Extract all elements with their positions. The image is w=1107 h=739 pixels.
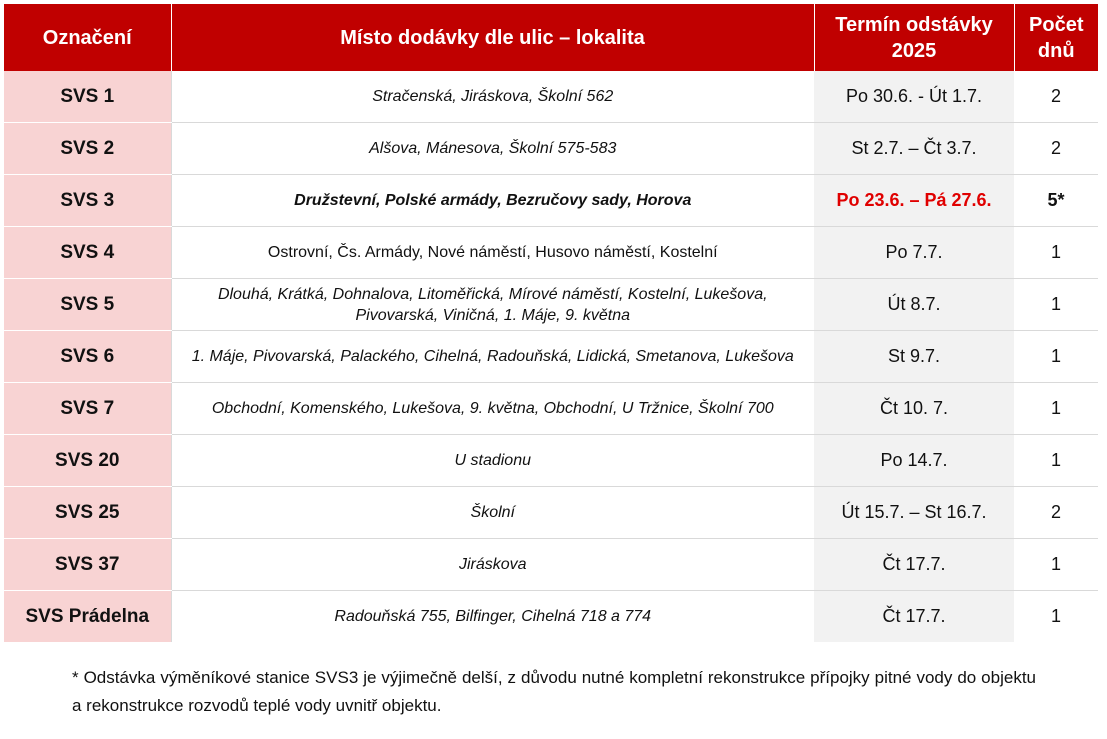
table-row (4, 71, 1098, 123)
delivery-location: Alšova, Mánesova, Školní 575-583 (171, 123, 814, 175)
outage-schedule-table (4, 4, 1098, 642)
day-count: 1 (1050, 606, 1061, 626)
delivery-location: Jiráskova (171, 539, 814, 591)
outage-term: Po 23.6. – Pá 27.6. (814, 175, 1014, 227)
delivery-location: 1. Máje, Pivovarská, Palackého, Cihelná, Radouňská, Lidická, Smetanova, Lukešova (171, 331, 814, 383)
header-row (4, 4, 1098, 71)
day-count: 2 (1014, 71, 1098, 123)
day-count: 1 (1014, 227, 1098, 279)
table-row (4, 123, 1098, 175)
station-code: SVS 37 (4, 539, 171, 591)
station-code: SVS 4 (4, 227, 171, 279)
station-code: SVS 20 (4, 435, 171, 487)
outage-term: Čt 17.7. (814, 591, 1014, 643)
outage-term: St 2.7. – Čt 3.7. (814, 123, 1014, 175)
delivery-location: Radouňská 755, Bilfinger, Cihelná 718 a 774 (171, 591, 814, 643)
table-row (4, 227, 1098, 279)
table-row (4, 539, 1098, 591)
delivery-location: U stadionu (171, 435, 814, 487)
outage-term: Čt 17.7. (814, 539, 1014, 591)
station-code: SVS 5 (4, 279, 171, 331)
table-row (4, 279, 1098, 331)
outage-term: Út 8.7. (814, 279, 1014, 331)
header-code: Označení (4, 4, 171, 71)
footnote: * Odstávka výměníkové stanice SVS3 je výjimečně delší, z důvodu nutné kompletní rekonstrukce přípojky pitné vody do objektu a rekonstrukce rozvodů teplé vody uvnitř objektu. (72, 668, 1036, 715)
delivery-location: Školní (171, 487, 814, 539)
table-row (4, 383, 1098, 435)
table-body (4, 71, 1098, 642)
station-code: SVS 3 (4, 175, 171, 227)
outage-term: Čt 10. 7. (814, 383, 1014, 435)
station-code: SVS 6 (4, 331, 171, 383)
header-days: Počet dnů (1014, 4, 1098, 71)
station-code: SVS 7 (4, 383, 171, 435)
delivery-location: Stračenská, Jiráskova, Školní 562 (171, 71, 814, 123)
outage-term: Po 7.7. (814, 227, 1014, 279)
day-count: 1 (1014, 383, 1098, 435)
station-code: SVS 25 (4, 487, 171, 539)
day-count: 1 (1014, 331, 1098, 383)
table-row-highlighted (4, 175, 1098, 227)
day-count: 1 (1014, 435, 1098, 487)
delivery-location: Ostrovní, Čs. Armády, Nové náměstí, Husovo náměstí, Kostelní (171, 227, 814, 279)
outage-term: Út 15.7. – St 16.7. (814, 487, 1014, 539)
header-place: Místo dodávky dle ulic – lokalita (171, 4, 814, 71)
table-row (4, 487, 1098, 539)
outage-term: Po 14.7. (814, 435, 1014, 487)
outage-term: St 9.7. (814, 331, 1014, 383)
day-count: 1 (1014, 539, 1098, 591)
table-row (4, 591, 1098, 643)
station-code: SVS 2 (4, 123, 171, 175)
outage-term: Po 30.6. - Út 1.7. (814, 71, 1014, 123)
day-count: 5* (1014, 175, 1098, 227)
delivery-location: Družstevní, Polské armády, Bezručovy sady, Horova (171, 175, 814, 227)
header-term: Termín odstávky 2025 (814, 4, 1014, 71)
table-header (4, 4, 1098, 71)
table-row (4, 435, 1098, 487)
station-code: SVS 1 (4, 71, 171, 123)
day-count: 1 (1014, 279, 1098, 331)
day-count: 2 (1014, 123, 1098, 175)
table-row (4, 331, 1098, 383)
delivery-location: Obchodní, Komenského, Lukešova, 9. května, Obchodní, U Tržnice, Školní 700 (171, 383, 814, 435)
station-code: SVS Prádelna (4, 591, 171, 643)
day-count: 2 (1014, 487, 1098, 539)
delivery-location: Dlouhá, Krátká, Dohnalova, Litoměřická, Mírové náměstí, Kostelní, Lukešova, Pivovarská, Viničná, 1. Máje, 9. května (171, 279, 814, 331)
